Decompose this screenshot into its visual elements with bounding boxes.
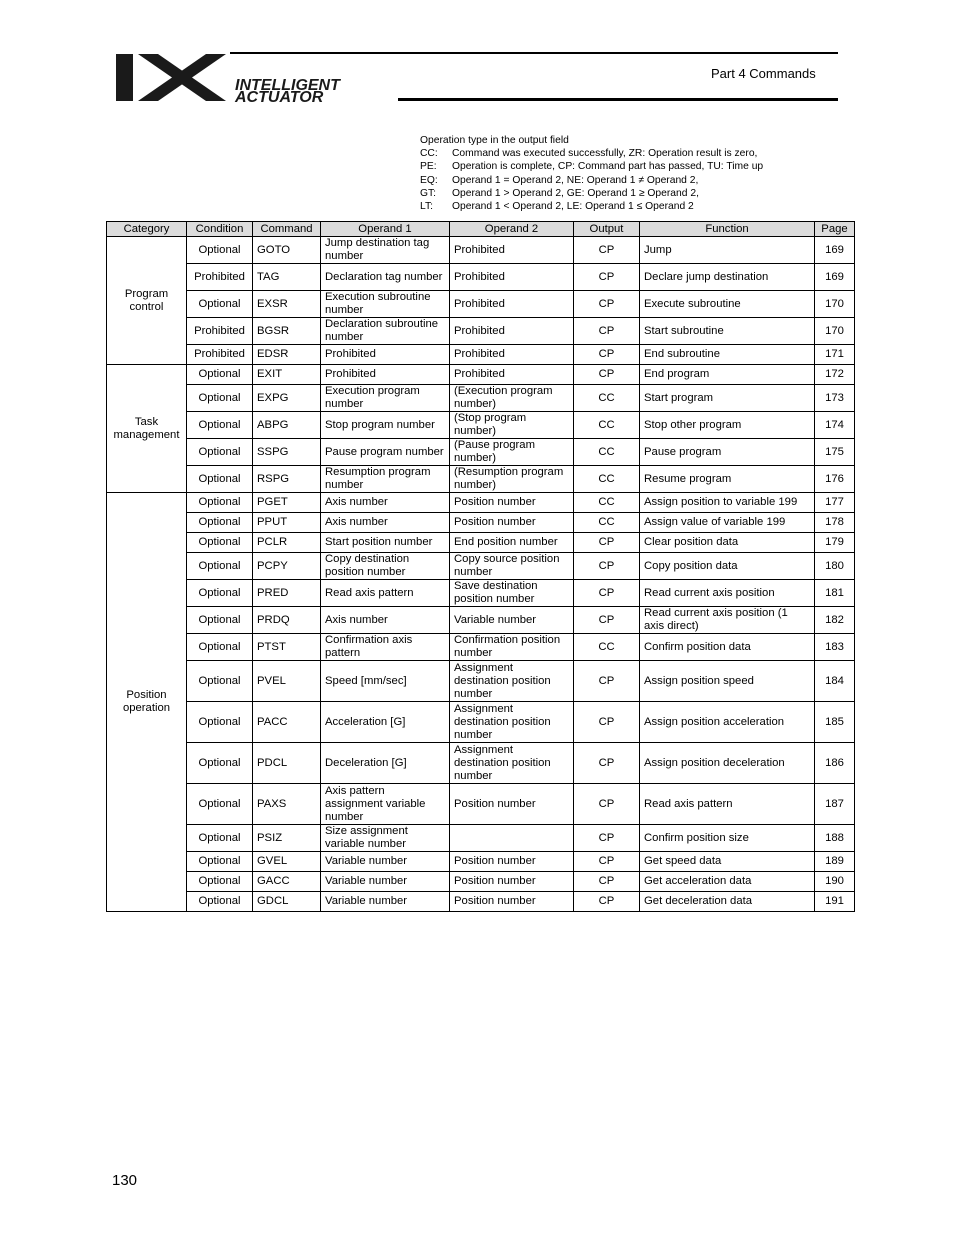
page-cell: 185 xyxy=(815,702,855,743)
header-command: Command xyxy=(253,222,321,237)
operand-2-cell: (Execution program number) xyxy=(450,385,574,412)
operand-2-cell: Save destination position number xyxy=(450,580,574,607)
condition-cell: Prohibited xyxy=(187,264,253,291)
output-type-legend xyxy=(420,134,763,213)
command-cell: BGSR xyxy=(253,318,321,345)
condition-cell: Optional xyxy=(187,702,253,743)
table-row xyxy=(107,825,855,852)
operand-1-cell: Declaration subroutine number xyxy=(321,318,450,345)
operand-1-cell: Speed [mm/sec] xyxy=(321,661,450,702)
header-page: Page xyxy=(815,222,855,237)
command-cell: PGET xyxy=(253,493,321,513)
page-cell: 190 xyxy=(815,872,855,892)
operand-2-cell: Position number xyxy=(450,784,574,825)
command-cell: EDSR xyxy=(253,345,321,365)
legend-code: CC: xyxy=(420,148,438,160)
function-cell: End subroutine xyxy=(640,345,815,365)
legend-title: Operation type in the output field xyxy=(420,135,569,146)
table-row xyxy=(107,466,855,493)
operand-2-cell xyxy=(450,825,574,852)
table-row xyxy=(107,365,855,385)
table-row xyxy=(107,743,855,784)
command-cell: PACC xyxy=(253,702,321,743)
operand-1-cell: Variable number xyxy=(321,892,450,912)
command-table xyxy=(106,221,855,912)
command-cell: GOTO xyxy=(253,237,321,264)
condition-cell: Optional xyxy=(187,743,253,784)
page-cell: 172 xyxy=(815,365,855,385)
output-cell: CP xyxy=(574,553,640,580)
header-rule-bottom xyxy=(398,98,838,101)
legend-row xyxy=(420,160,763,173)
condition-cell: Prohibited xyxy=(187,318,253,345)
legend-row xyxy=(420,174,763,187)
table-row xyxy=(107,318,855,345)
operand-2-cell: Prohibited xyxy=(450,318,574,345)
operand-2-cell: Variable number xyxy=(450,607,574,634)
command-cell: GACC xyxy=(253,872,321,892)
operand-1-cell: Variable number xyxy=(321,852,450,872)
condition-cell: Optional xyxy=(187,365,253,385)
table-row xyxy=(107,852,855,872)
command-cell: ABPG xyxy=(253,412,321,439)
command-cell: GVEL xyxy=(253,852,321,872)
page-cell: 171 xyxy=(815,345,855,365)
page-cell: 173 xyxy=(815,385,855,412)
operand-1-cell: Pause program number xyxy=(321,439,450,466)
output-cell: CC xyxy=(574,385,640,412)
page-cell: 178 xyxy=(815,513,855,533)
command-cell: PPUT xyxy=(253,513,321,533)
operand-2-cell: Prohibited xyxy=(450,365,574,385)
header-function: Function xyxy=(640,222,815,237)
logo-line2: ACTUATOR xyxy=(235,89,324,104)
operand-1-cell: Deceleration [G] xyxy=(321,743,450,784)
function-cell: Confirm position data xyxy=(640,634,815,661)
page-cell: 188 xyxy=(815,825,855,852)
table-row xyxy=(107,553,855,580)
command-cell: SSPG xyxy=(253,439,321,466)
legend-code: GT: xyxy=(420,187,437,199)
page-cell: 169 xyxy=(815,237,855,264)
table-header-row xyxy=(107,222,855,237)
page-cell: 170 xyxy=(815,318,855,345)
operand-2-cell: Assignment destination position number xyxy=(450,743,574,784)
operand-2-cell: Position number xyxy=(450,852,574,872)
operand-2-cell: (Resumption program number) xyxy=(450,466,574,493)
operand-2-cell: Prohibited xyxy=(450,291,574,318)
table-row xyxy=(107,702,855,743)
command-cell: PAXS xyxy=(253,784,321,825)
logo-line1: INTELLIGENT xyxy=(235,77,340,94)
output-cell: CP xyxy=(574,743,640,784)
output-cell: CP xyxy=(574,702,640,743)
condition-cell: Optional xyxy=(187,439,253,466)
operand-1-cell: Execution program number xyxy=(321,385,450,412)
output-cell: CP xyxy=(574,852,640,872)
legend-code: LT: xyxy=(420,201,433,213)
function-cell: Jump xyxy=(640,237,815,264)
function-cell: Execute subroutine xyxy=(640,291,815,318)
page-cell: 170 xyxy=(815,291,855,318)
command-cell: PRDQ xyxy=(253,607,321,634)
operand-2-cell: End position number xyxy=(450,533,574,553)
operand-1-cell: Axis number xyxy=(321,607,450,634)
output-cell: CP xyxy=(574,661,640,702)
function-cell: Get acceleration data xyxy=(640,872,815,892)
table-row xyxy=(107,291,855,318)
legend-row xyxy=(420,200,763,213)
condition-cell: Optional xyxy=(187,493,253,513)
operand-2-cell: Prohibited xyxy=(450,264,574,291)
output-cell: CP xyxy=(574,825,640,852)
function-cell: Assign position acceleration xyxy=(640,702,815,743)
function-cell: End program xyxy=(640,365,815,385)
function-cell: Start subroutine xyxy=(640,318,815,345)
table-row xyxy=(107,385,855,412)
condition-cell: Optional xyxy=(187,513,253,533)
condition-cell: Optional xyxy=(187,892,253,912)
table-row xyxy=(107,439,855,466)
header-rule-top xyxy=(230,52,838,54)
condition-cell: Optional xyxy=(187,872,253,892)
page-cell: 184 xyxy=(815,661,855,702)
output-cell: CC xyxy=(574,466,640,493)
page-cell: 177 xyxy=(815,493,855,513)
condition-cell: Optional xyxy=(187,634,253,661)
command-cell: PCPY xyxy=(253,553,321,580)
function-cell: Confirm position size xyxy=(640,825,815,852)
table-row xyxy=(107,892,855,912)
page-cell: 176 xyxy=(815,466,855,493)
condition-cell: Optional xyxy=(187,533,253,553)
output-cell: CP xyxy=(574,872,640,892)
operand-1-cell: Copy destination position number xyxy=(321,553,450,580)
function-cell: Get speed data xyxy=(640,852,815,872)
operand-1-cell: Prohibited xyxy=(321,365,450,385)
output-cell: CP xyxy=(574,533,640,553)
condition-cell: Optional xyxy=(187,412,253,439)
page-cell: 180 xyxy=(815,553,855,580)
output-cell: CP xyxy=(574,318,640,345)
page-cell: 175 xyxy=(815,439,855,466)
output-cell: CP xyxy=(574,291,640,318)
table-row xyxy=(107,634,855,661)
page-cell: 189 xyxy=(815,852,855,872)
function-cell: Stop other program xyxy=(640,412,815,439)
operand-1-cell: Variable number xyxy=(321,872,450,892)
operand-2-cell: Position number xyxy=(450,513,574,533)
function-cell: Assign value of variable 199 xyxy=(640,513,815,533)
table-row xyxy=(107,533,855,553)
operand-2-cell: Copy source position number xyxy=(450,553,574,580)
operand-1-cell: Confirmation axis pattern xyxy=(321,634,450,661)
function-cell: Clear position data xyxy=(640,533,815,553)
output-cell: CP xyxy=(574,237,640,264)
operand-2-cell: Confirmation position number xyxy=(450,634,574,661)
command-cell: GDCL xyxy=(253,892,321,912)
table-row xyxy=(107,345,855,365)
intelligent-actuator-logo xyxy=(114,52,397,104)
legend-text: Operand 1 < Operand 2, LE: Operand 1 ≤ Operand 2 xyxy=(452,201,694,213)
operand-1-cell: Execution subroutine number xyxy=(321,291,450,318)
command-cell: PSIZ xyxy=(253,825,321,852)
condition-cell: Optional xyxy=(187,291,253,318)
condition-cell: Optional xyxy=(187,607,253,634)
output-cell: CP xyxy=(574,892,640,912)
table-row xyxy=(107,784,855,825)
command-cell: PRED xyxy=(253,580,321,607)
output-cell: CP xyxy=(574,784,640,825)
output-cell: CC xyxy=(574,412,640,439)
condition-cell: Optional xyxy=(187,553,253,580)
table-row xyxy=(107,264,855,291)
output-cell: CP xyxy=(574,365,640,385)
page-cell: 183 xyxy=(815,634,855,661)
function-cell: Assign position deceleration xyxy=(640,743,815,784)
table-row xyxy=(107,513,855,533)
function-cell: Assign position to variable 199 xyxy=(640,493,815,513)
page-number: 130 xyxy=(112,1172,138,1189)
function-cell: Get deceleration data xyxy=(640,892,815,912)
output-cell: CP xyxy=(574,580,640,607)
function-cell: Resume program xyxy=(640,466,815,493)
operand-2-cell: Prohibited xyxy=(450,345,574,365)
command-cell: PDCL xyxy=(253,743,321,784)
function-cell: Pause program xyxy=(640,439,815,466)
output-cell: CC xyxy=(574,634,640,661)
operand-1-cell: Axis number xyxy=(321,493,450,513)
header-output: Output xyxy=(574,222,640,237)
function-cell: Read current axis position xyxy=(640,580,815,607)
table-row xyxy=(107,237,855,264)
output-cell: CP xyxy=(574,345,640,365)
operand-1-cell: Size assignment variable number xyxy=(321,825,450,852)
operand-1-cell: Declaration tag number xyxy=(321,264,450,291)
command-table-body xyxy=(107,237,855,912)
table-row xyxy=(107,872,855,892)
category-cell: Position operation xyxy=(107,493,187,912)
operand-2-cell: Assignment destination position number xyxy=(450,661,574,702)
output-cell: CC xyxy=(574,513,640,533)
category-cell: Task management xyxy=(107,365,187,493)
condition-cell: Prohibited xyxy=(187,345,253,365)
condition-cell: Optional xyxy=(187,825,253,852)
operand-1-cell: Jump destination tag number xyxy=(321,237,450,264)
table-row xyxy=(107,412,855,439)
command-cell: PTST xyxy=(253,634,321,661)
function-cell: Assign position speed xyxy=(640,661,815,702)
command-cell: EXIT xyxy=(253,365,321,385)
operand-1-cell: Start position number xyxy=(321,533,450,553)
legend-code: EQ: xyxy=(420,174,438,186)
function-cell: Read current axis position (1 axis direct) xyxy=(640,607,815,634)
operand-2-cell: Assignment destination position number xyxy=(450,702,574,743)
operand-2-cell: Prohibited xyxy=(450,237,574,264)
function-cell: Start program xyxy=(640,385,815,412)
category-cell: Program control xyxy=(107,237,187,365)
table-row xyxy=(107,580,855,607)
page-cell: 191 xyxy=(815,892,855,912)
page-cell: 179 xyxy=(815,533,855,553)
operand-1-cell: Prohibited xyxy=(321,345,450,365)
operand-1-cell: Axis number xyxy=(321,513,450,533)
output-cell: CC xyxy=(574,493,640,513)
condition-cell: Optional xyxy=(187,385,253,412)
command-cell: RSPG xyxy=(253,466,321,493)
header-condition: Condition xyxy=(187,222,253,237)
operand-1-cell: Axis pattern assignment variable number xyxy=(321,784,450,825)
command-cell: TAG xyxy=(253,264,321,291)
legend-row xyxy=(420,187,763,200)
legend-text: Command was executed successfully, ZR: Operation result is zero, xyxy=(452,148,758,160)
table-row xyxy=(107,493,855,513)
condition-cell: Optional xyxy=(187,784,253,825)
legend-text: Operand 1 > Operand 2, GE: Operand 1 ≥ Operand 2, xyxy=(452,187,699,199)
operand-1-cell: Read axis pattern xyxy=(321,580,450,607)
output-cell: CC xyxy=(574,439,640,466)
header-operand-1: Operand 1 xyxy=(321,222,450,237)
condition-cell: Optional xyxy=(187,661,253,702)
legend-text: Operation is complete, CP: Command part has passed, TU: Time up xyxy=(452,161,764,173)
command-cell: EXSR xyxy=(253,291,321,318)
output-cell: CP xyxy=(574,607,640,634)
function-cell: Declare jump destination xyxy=(640,264,815,291)
page-cell: 182 xyxy=(815,607,855,634)
operand-1-cell: Acceleration [G] xyxy=(321,702,450,743)
condition-cell: Optional xyxy=(187,580,253,607)
page-cell: 174 xyxy=(815,412,855,439)
output-cell: CP xyxy=(574,264,640,291)
operand-2-cell: Position number xyxy=(450,493,574,513)
section-title: Part 4 Commands xyxy=(711,66,816,81)
page-cell: 181 xyxy=(815,580,855,607)
command-cell: EXPG xyxy=(253,385,321,412)
header-category: Category xyxy=(107,222,187,237)
operand-2-cell: (Stop program number) xyxy=(450,412,574,439)
page-cell: 169 xyxy=(815,264,855,291)
page-cell: 187 xyxy=(815,784,855,825)
table-row xyxy=(107,607,855,634)
command-cell: PVEL xyxy=(253,661,321,702)
operand-2-cell: Position number xyxy=(450,892,574,912)
page-cell: 186 xyxy=(815,743,855,784)
operand-2-cell: Position number xyxy=(450,872,574,892)
operand-2-cell: (Pause program number) xyxy=(450,439,574,466)
condition-cell: Optional xyxy=(187,852,253,872)
legend-code: PE: xyxy=(420,161,437,173)
table-row xyxy=(107,661,855,702)
condition-cell: Optional xyxy=(187,466,253,493)
function-cell: Copy position data xyxy=(640,553,815,580)
command-cell: PCLR xyxy=(253,533,321,553)
operand-1-cell: Stop program number xyxy=(321,412,450,439)
condition-cell: Optional xyxy=(187,237,253,264)
function-cell: Read axis pattern xyxy=(640,784,815,825)
operand-1-cell: Resumption program number xyxy=(321,466,450,493)
legend-text: Operand 1 = Operand 2, NE: Operand 1 ≠ Operand 2, xyxy=(452,174,699,186)
header-operand-2: Operand 2 xyxy=(450,222,574,237)
legend-row xyxy=(420,147,763,160)
